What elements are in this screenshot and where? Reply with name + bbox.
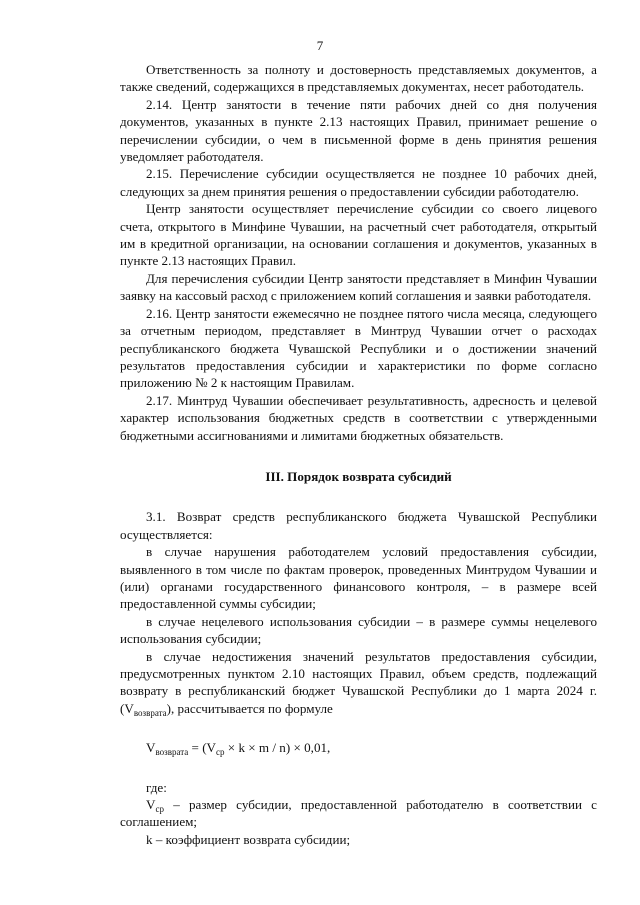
definition-k: k – коэффициент возврата субсидии; <box>146 831 351 847</box>
formula-rest: × k × m / n) × 0,01, <box>224 740 331 756</box>
def-subscript: ср <box>155 804 164 815</box>
subscript: возврата <box>133 707 167 718</box>
paragraph-underachievement <box>120 648 597 718</box>
definition-vcp <box>120 796 597 831</box>
formula-v: V <box>146 740 156 756</box>
where-label: где: <box>146 779 167 795</box>
formula-vcp-subscript: ср <box>216 747 225 758</box>
paragraph: в случае нарушения работодателем условий предоставления субсидии, выявленного в том числе по фактам проверок, проведенных Минтрудом Чувашии и (или) органами государственного финансового контроля, – в размере всей предоставленной суммы субсидии; <box>120 544 597 612</box>
text-segment: ), рассчитывается по формуле <box>166 700 333 716</box>
paragraph: Ответственность за полноту и достоверность представляемых документов, а также сведений, содержащихся в представляемых документах, несет работодатель. <box>120 62 597 95</box>
paragraph-2-14: 2.14. Центр занятости в течение пяти рабочих дней со дня получения документов, указанных в пункте 2.13 настоящих Правил, принимает решение о перечислении субсидии, о чем в письменной форме в день принятия решения уведомляет работодателя. <box>120 96 597 165</box>
text-segment: в случае недостижения значений результатов предоставления субсидии, предусмотренных пунктом 2.10 настоящих Правил, объем средств, подлежащий возврату в республиканский бюджет Чувашской Республики до 1 марта 2024 г. (V <box>120 648 597 716</box>
paragraph-2-17: 2.17. Минтруд Чувашии обеспечивает результативность, адресность и целевой характер использования бюджетных средств в соответствии с утвержденными бюджетными ассигнованиями и лимитами бюджетных обязательств. <box>120 392 597 443</box>
section-heading: III. Порядок возврата субсидий <box>265 468 452 484</box>
formula-eq: = (V <box>188 740 217 756</box>
formula <box>120 739 597 756</box>
paragraph: Центр занятости осуществляет перечисление субсидии со своего лицевого счета, открытого в Минфине Чувашии, на расчетный счет работодателя, открытый им в кредитной организации, на основании соглашения и документов, указанных в пункте 2.13 настоящих Правил. <box>120 201 597 269</box>
page-number: 7 <box>316 38 324 53</box>
paragraph-2-16: 2.16. Центр занятости ежемесячно не позднее пятого числа месяца, следующего за отчетным периодом, представляет в Минтруд Чувашии отчет о расходах республиканского бюджета Чувашской Республики и о достижении значений результатов предоставления субсидии и характеристики по форме согласно приложению № 2 к настоящим Правилам. <box>120 305 597 391</box>
document-body <box>120 61 597 848</box>
paragraph-3-1: 3.1. Возврат средств республиканского бюджета Чувашской Республики осуществляется: <box>120 509 597 542</box>
paragraph: Для перечисления субсидии Центр занятости представляет в Минфин Чувашии заявку на кассовый расход с приложением копий соглашения и заявки работодателя. <box>120 270 597 304</box>
paragraph: в случае нецелевого использования субсидии – в размере суммы нецелевого использования субсидии; <box>120 613 597 647</box>
paragraph-2-15: 2.15. Перечисление субсидии осуществляется не позднее 10 рабочих дней, следующих за днем принятия решения о предоставлении субсидии работодателю. <box>120 166 597 199</box>
def-text: – размер субсидии, предоставленной работодателю в соответствии с соглашением; <box>120 797 597 830</box>
def-v: V <box>146 797 156 813</box>
formula-v-subscript: возврата <box>155 747 189 758</box>
